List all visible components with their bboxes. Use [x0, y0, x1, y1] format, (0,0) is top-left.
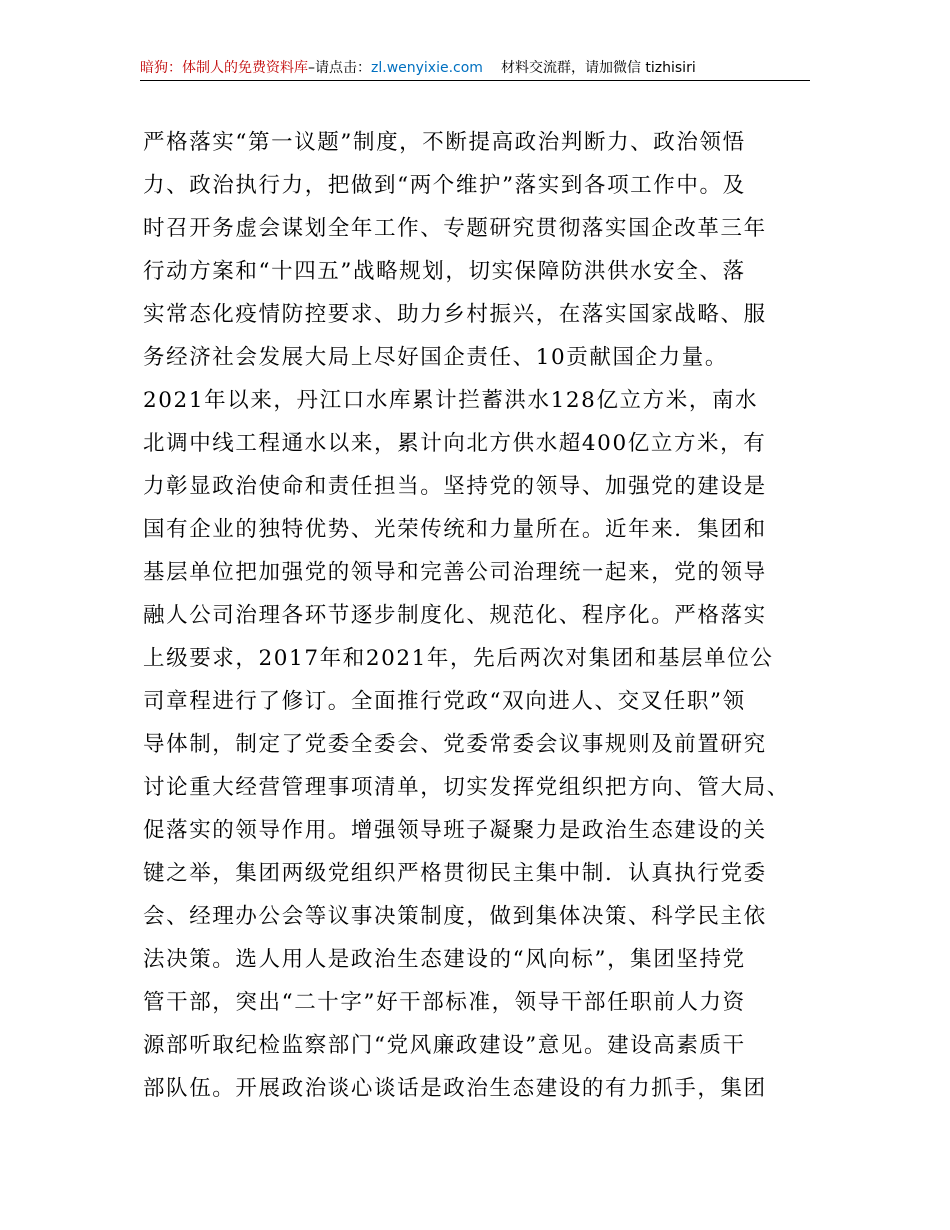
- body-line: 键之举，集团两级党组织严格贯彻民主集中制．认真执行党委: [143, 861, 767, 886]
- body-line: 国有企业的独特优势、光荣传统和力量所在。近年来．集团和: [143, 517, 767, 542]
- body-line: 基层单位把加强党的领导和完善公司治理统一起来，党的领导: [143, 560, 767, 585]
- header-prompt: –请点击：: [308, 60, 371, 76]
- body-line: 会、经理办公会等议事决策制度，做到集体决策、科学民主依: [143, 904, 767, 929]
- body-line: 讨论重大经营管理事项清单，切实发挥党组织把方向、管大局、: [143, 775, 790, 800]
- header-brand: 暗狗：体制人的免费资料库: [140, 60, 308, 76]
- header-link[interactable]: zl.wenyixie.com: [371, 60, 483, 76]
- body-line: 融人公司治理各环节逐步制度化、规范化、程序化。严格落实: [143, 603, 767, 628]
- document-body: [143, 128, 833, 1117]
- header-contact: 材料交流群，请加微信 tizhisiri: [500, 60, 696, 76]
- body-line: 时召开务虚会谋划全年工作、专题研究贯彻落实国企改革三年: [143, 216, 767, 241]
- body-line: 力彰显政治使命和责任担当。坚持党的领导、加强党的建设是: [143, 474, 767, 499]
- body-line: 严格落实“第一议题”制度，不断提高政治判断力、政治领悟: [143, 130, 746, 155]
- body-line: 上级要求，2017年和2021年，先后两次对集团和基层单位公: [143, 646, 774, 671]
- body-line: 行动方案和“十四五”战略规划，切实保障防洪供水安全、落: [143, 259, 746, 284]
- body-line: 力、政治执行力，把做到“两个维护”落实到各项工作中。及: [143, 173, 746, 198]
- body-line: 部队伍。开展政治谈心谈话是政治生态建设的有力抓手，集团: [143, 1076, 767, 1101]
- header-divider: [140, 80, 810, 81]
- body-line: 司章程进行了修订。全面推行党政“双向进人、交叉任职”领: [143, 689, 746, 714]
- body-line: 源部听取纪检监察部门“党风廉政建设”意见。建设高素质干: [143, 1033, 746, 1058]
- body-line: 促落实的领导作用。增强领导班子凝聚力是政治生态建设的关: [143, 818, 767, 843]
- body-line: 管干部，突出“二十字”好干部标准，领导干部任职前人力资: [143, 990, 746, 1015]
- body-line: 2021年以来，丹江口水库累计拦蓄洪水128亿立方米，南水: [143, 388, 759, 413]
- body-line: 务经济社会发展大局上尽好国企责任、10贡献国企力量。: [143, 345, 728, 370]
- body-line: 导体制，制定了党委全委会、党委常委会议事规则及前置研究: [143, 732, 767, 757]
- page-header: [140, 58, 810, 80]
- body-line: 法决策。选人用人是政治生态建设的“风向标”，集团坚持党: [143, 947, 746, 972]
- body-line: 北调中线工程通水以来，累计向北方供水超400亿立方米，有: [143, 431, 767, 456]
- body-line: 实常态化疫情防控要求、助力乡村振兴，在落实国家战略、服: [143, 302, 767, 327]
